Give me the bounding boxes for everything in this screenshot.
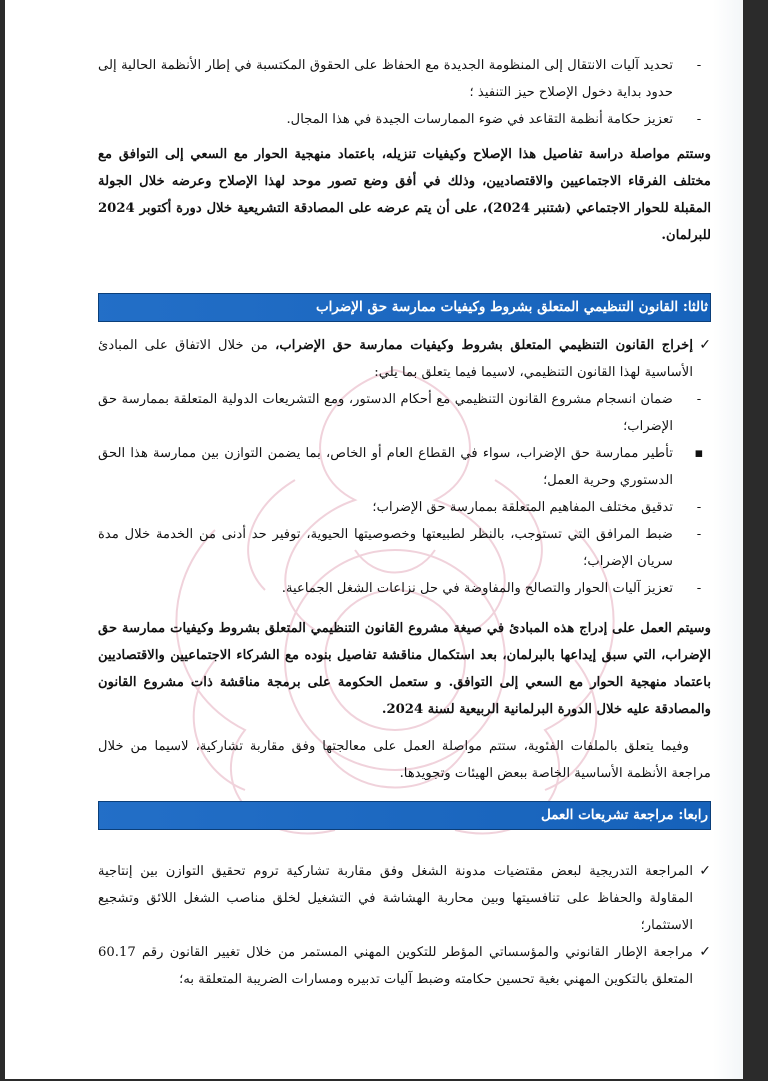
checkmark-icon: ✓ — [699, 337, 711, 353]
main-point-rest: من خلال الاتفاق على المبادئ الأساسية لهذا القانون التنظيمي، لاسيما فيما يتعلق بما يلي: — [98, 338, 693, 380]
document-body — [98, 52, 711, 993]
categorical-files-paragraph: وفيما يتعلق بالملفات الفئوية، ستتم مواصلة العمل على معالجتها وفق مقاربة تشاركية، لاسيما من خلال مراجعة الأنظمة الأساسية الخاصة ببعض الهيئات وتجويدها. — [98, 739, 711, 781]
list-item — [98, 386, 711, 440]
pension-transition-list — [98, 52, 711, 133]
dash-bullet-icon: - — [696, 500, 702, 515]
list-item-text: تحديد آليات الانتقال إلى المنظومة الجديدة مع الحفاظ على الحقوق المكتسبة في إطار الأنظمة الحالية إلى حدود بداية دخول الإصلاح حيز التنفيذ ؛ — [98, 58, 673, 100]
checkmark-icon: ✓ — [699, 944, 711, 960]
page-edge-shade — [713, 0, 743, 1079]
list-item-text: تعزيز حكامة أنظمة التقاعد في ضوء الممارسات الجيدة في هذا المجال. — [286, 112, 673, 127]
list-item — [98, 106, 711, 133]
section-heading-strike-law: ثالثا: القانون التنظيمي المتعلق بشروط وكيفيات ممارسة حق الإضراب — [98, 293, 711, 322]
dash-bullet-icon: - — [696, 392, 702, 407]
list-item — [98, 52, 711, 106]
dash-bullet-icon: - — [696, 527, 702, 542]
labor-law-item-text: المراجعة التدريجية لبعض مقتضيات مدونة الشغل وفق مقاربة تشاركية تروم تحقيق التوازن بين إنتاجية المقاولة والحفاظ على تنافسيتها وبين محاربة الهشاشة في التشغيل لخلق مناصب الشغل اللائق وتشجيع الاستثمار؛ — [98, 864, 693, 933]
list-item — [98, 494, 711, 521]
square-bullet-icon: ▪ — [694, 446, 704, 461]
dash-bullet-icon: - — [696, 112, 702, 127]
strike-law-implementation-paragraph: وسيتم العمل على إدراج هذه المبادئ في صيغة مشروع القانون التنظيمي المتعلق بشروط وكيفيات ممارسة حق الإضراب، التي سبق إيداعها بالبرلمان، بعد استكمال مناقشة تفاصيل بنوده مع الشركاء الاجتماعيين والاقتصاديين باعتماد منهجية الحوار مع السعي إلى التوافق. و ستعمل الحكومة على برمجة مناقشة ذات مشروع القانون والمصادقة عليه خلال الدورة البرلمانية الربيعية لسنة 2024. — [98, 621, 711, 717]
list-item-text: تأطير ممارسة حق الإضراب، سواء في القطاع العام أو الخاص، بما يضمن التوازن بين ممارسة هذا الحق الدستوري وحرية العمل؛ — [98, 446, 673, 488]
strike-law-principles-list — [98, 386, 711, 602]
list-item-text: ضمان انسجام مشروع القانون التنظيمي مع أحكام الدستور، ومع التشريعات الدولية المتعلقة بممارسة حق الإضراب؛ — [98, 392, 673, 434]
list-item-text: ضبط المرافق التي تستوجب، بالنظر لطبيعتها وخصوصيتها الحيوية، توفير حد أدنى من الخدمة خلال مدة سريان الإضراب؛ — [98, 527, 673, 569]
dash-bullet-icon: - — [696, 581, 702, 596]
list-item — [98, 521, 711, 575]
section-heading-labor-legislation: رابعا: مراجعة تشريعات العمل — [98, 801, 711, 830]
list-item — [98, 440, 711, 494]
strike-law-main-point — [98, 332, 711, 386]
list-item — [98, 575, 711, 602]
labor-law-item-text: مراجعة الإطار القانوني والمؤسساتي المؤطر للتكوين المهني المستمر من خلال تغيير القانون رقم 60.17 المتعلق بالتكوين المهني بغية تحسين حكامته وضبط آليات تدبيره ومسارات الضريبة المتعلقة به؛ — [98, 945, 693, 987]
list-item-text: تدقيق مختلف المفاهيم المتعلقة بممارسة حق الإضراب؛ — [372, 500, 673, 515]
labor-law-item — [98, 858, 711, 939]
list-item-text: تعزيز آليات الحوار والتصالح والمفاوضة في حل نزاعات الشغل الجماعية. — [281, 581, 673, 596]
main-point-bold: إخراج القانون التنظيمي المتعلق بشروط وكيفيات ممارسة حق الإضراب، — [275, 338, 693, 353]
pension-reform-paragraph: وستتم مواصلة دراسة تفاصيل هذا الإصلاح وكيفيات تنزيله، باعتماد منهجية الحوار مع السعي إلى التوافق مع مختلف الفرقاء الاجتماعيين والاقتصاديين، وذلك في أفق وضع تصور موحد لهذا الإصلاح وعرضه خلال الجولة المقبلة للحوار الاجتماعي (شتنبر 2024)، على أن يتم عرضه على المصادقة التشريعية خلال دورة أكتوبر 2024 للبرلمان. — [98, 147, 712, 243]
labor-law-item — [98, 939, 711, 993]
dash-bullet-icon: - — [696, 58, 702, 73]
document-page — [5, 0, 743, 1079]
checkmark-icon: ✓ — [699, 863, 711, 879]
